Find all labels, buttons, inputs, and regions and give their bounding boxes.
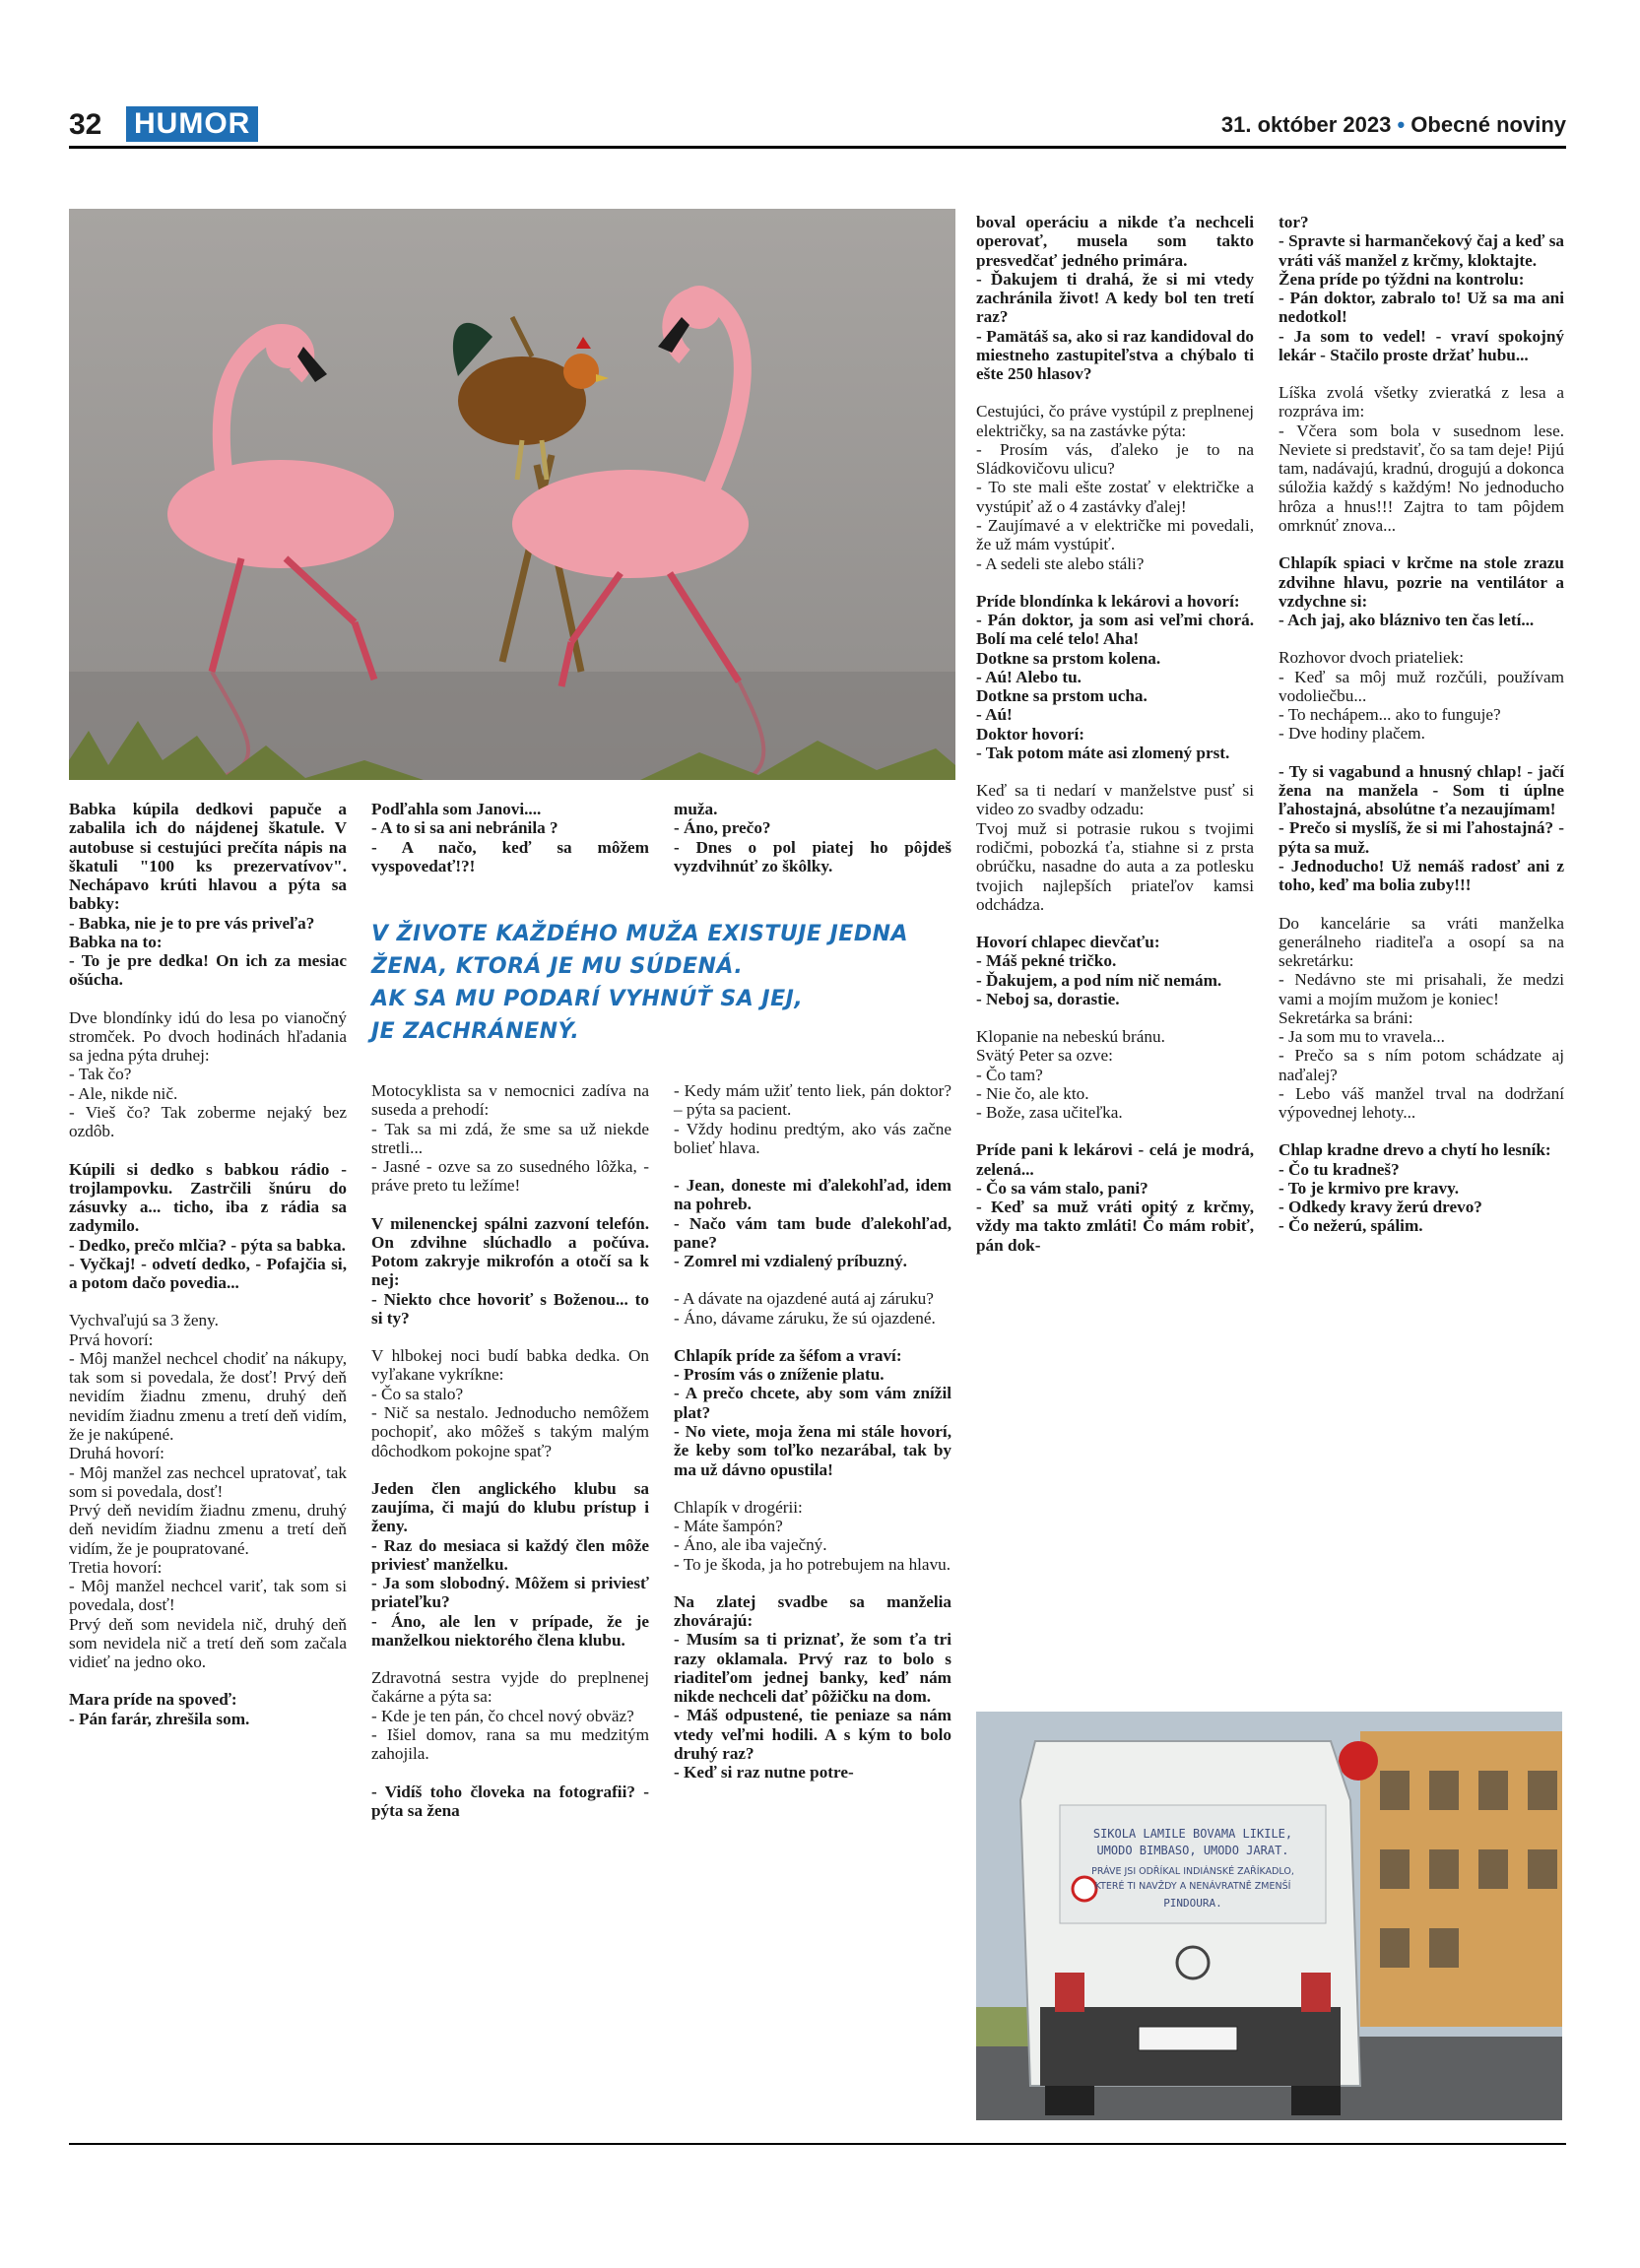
column-d [976,213,1254,1273]
section-label: HUMOR [126,106,258,142]
joke-line: - Nedávno ste mi prisahali, že medzi vami a mojím mužom je koniec! [1279,970,1564,1008]
flamingo-rooster-photo [69,209,955,780]
joke-bold-line: - A prečo chcete, aby som vám znížil plat? [674,1384,951,1422]
joke-line: - Môj manžel nechcel variť, tak som si povedala, dosť! [69,1577,347,1615]
joke-line: - Môj manžel zas nechcel upratovať, tak som si povedala, dosť! [69,1462,347,1501]
van-photo [976,1712,1562,2120]
joke-bold-line: - Raz do mesiaca si každý člen môže priviesť manželku. [371,1535,649,1574]
joke-bold-line: - Aú! [976,705,1013,725]
joke-line: - Keď sa môj muž rozčúli, používam vodoliečbu... [1279,667,1564,705]
joke-line: - Išiel domov, rana sa mu medzitým zahojila. [371,1724,649,1764]
joke-bold-line: - Keď si raz nutne potre- [674,1763,854,1782]
joke-bold-line: - Niekto chce hovoriť s Boženou... to si ty? [371,1289,649,1328]
joke-bold-line: - Jean, doneste mi ďalekohľad, idem na pohreb. [674,1176,951,1214]
joke-line: - Vieš čo? Tak zoberme nejaký bez ozdôb. [69,1102,347,1141]
joke-line: - Kde je ten pán, čo chcel nový obväz? [371,1706,634,1725]
joke-line: - To je škoda, ja ho potrebujem na hlavu. [674,1554,951,1574]
joke-line: Tvoj muž si potrasie rukou s tvojimi rodičmi, pobozká ťa, stiahne si z prsta obrúčku, nasadne do auta a za potlesku tvojich najlepších priateľov kamsi odchádza. [976,818,1254,914]
joke-line: Prvá hovorí: [69,1329,154,1349]
joke-line: Dve blondínky idú do lesa po vianočný stromček. Po dvoch hodinách hľadania sa jedna pýta druhej: [69,1007,347,1066]
joke-bold-line: Dotkne sa prstom ucha. [976,686,1148,706]
joke-bold-line: Babka kúpila dedkovi papuče a zabalila ich do nájdenej škatule. V autobuse si cestujúci prečíta nápis na škatuli "100 ks prezervatívov". Nechápavo krúti hlavou a pýta sa babky: [69,800,347,914]
joke-line: Svätý Peter sa ozve: [976,1046,1113,1066]
joke-bold-line: - Prosím vás o zníženie platu. [674,1365,885,1385]
joke-bold-line: Hovorí chlapec dievčaťu: [976,933,1160,952]
joke-bold-line: - Máš odpustené, tie peniaze sa nám vtedy veľmi hodili. A s kým to bolo druhý raz? [674,1706,951,1763]
joke-line: Líška zvolá všetky zvieratká z lesa a rozpráva im: [1279,383,1564,421]
van-sign-line: PRÁVE JSI ODŘÍKAL INDIÁNSKÉ ZAŘÍKADLO, [1091,1866,1294,1877]
joke-bold-line: - Jednoducho! Už nemáš radosť ani z toho, keď ma bolia zuby!!! [1279,856,1564,895]
joke-line: - Áno, dávame záruku, že sú ojazdené. [674,1308,936,1328]
joke-bold-line: - To je krmivo pre kravy. [1279,1178,1460,1198]
joke-bold-line: - Dedko, prečo mlčia? - pýta sa babka. [69,1235,346,1255]
joke-bold-line: Príde blondínka k lekárovi a hovorí: [976,591,1240,611]
joke-line: Sekretárka sa bráni: [1279,1007,1413,1027]
joke-bold-line: - Čo nežerú, spálim. [1279,1216,1423,1236]
joke-line: - Áno, ale iba vaječný. [674,1535,827,1555]
joke-bold-line: Chlapík príde za šéfom a vraví: [674,1345,902,1365]
page-header [69,106,1566,146]
joke-line: Zdravotná sestra vyjde do preplnenej čakárne a pýta sa: [371,1668,649,1707]
joke-bold-line: - Keď sa muž vráti opitý z krčmy, vždy ma takto zmláti! Čo mám robiť, pán dok- [976,1198,1254,1255]
joke-line: - Ja som mu to vravela... [1279,1027,1445,1047]
dateline [1221,112,1566,138]
newspaper-name: Obecné noviny [1410,112,1566,137]
joke-bold-line: - Zomrel mi vzdialený príbuzný. [674,1252,907,1271]
joke-line: Prvý deň nevidím žiadnu zmenu, druhý deň nevidím žiadnu zmenu a tretí deň vidím, že je poupratované. [69,1501,347,1558]
column-a [69,800,347,1747]
joke-line: - Môj manžel nechcel chodiť na nákupy, tak som si povedala, že dosť! Prvý deň nevidím žiadnu zmenu, druhý deň nevidím žiadnu zmenu a tretí deň vidím, že je nakúpené. [69,1348,347,1444]
joke-bold-line: muža. [674,800,718,818]
joke-bold-line: - Odkedy kravy žerú drevo? [1279,1198,1482,1217]
joke-bold-line: Dotkne sa prstom kolena. [976,648,1161,668]
joke-bold-line: - Prečo si myslíš, že si mi ľahostajná? - pýta sa muž. [1279,818,1564,857]
joke-bold-line: Kúpili si dedko s babkou rádio - trojlampovku. Zastrčili šnúru do zásuvky a... ticho, iba z rádia sa zadymilo. [69,1159,347,1236]
joke-line: Druhá hovorí: [69,1444,164,1463]
joke-bold-line: - Áno, ale len v prípade, že je manželkou niektorého člena klubu. [371,1611,649,1650]
joke-line: - Čo tam? [976,1065,1043,1084]
van-sign-line: KTERÉ TI NAVŽDY A NENÁVRATNĚ ZMENŠÍ [1094,1881,1291,1892]
joke-bold-line: - Pamätáš sa, ako si raz kandidoval do miestneho zastupiteľstva a chýbalo ti ešte 250 hlasov? [976,326,1254,384]
joke-bold-line: - Tak potom máte asi zlomený prst. [976,743,1230,762]
joke-bold-line: Jeden člen anglického klubu sa zaujíma, či majú do klubu prístup i ženy. [371,1478,649,1536]
column-c-top [674,800,951,894]
column-e [1279,213,1564,1255]
joke-line: Chlapík v drogérii: [674,1497,803,1517]
joke-line: - To ste mali ešte zostať v električke a vystúpiť až o 4 zastávky ďalej! [976,478,1254,516]
footer-rule [69,2143,1566,2145]
joke-bold-line: - Čo sa vám stalo, pani? [976,1178,1148,1198]
joke-line: Rozhovor dvoch priateliek: [1279,648,1465,668]
joke-line: V hlbokej noci budí babka dedka. On vyľakane vykríkne: [371,1346,649,1385]
van-sign-line: PINDOURA. [1163,1897,1222,1910]
pull-quote-line: AK SA MU PODARÍ VYHNÚŤ SA JEJ, [371,987,804,1011]
header-rule [69,146,1566,149]
joke-line: - Tak čo? [69,1065,132,1084]
joke-bold-line: - Čo tu kradneš? [1279,1159,1400,1179]
joke-line: - Kedy mám užiť tento liek, pán doktor? – pýta sa pacient. [674,1081,951,1120]
joke-bold-line: - Spravte si harmančekový čaj a keď sa vráti váš manžel z krčmy, kloktajte. [1279,231,1564,270]
van-sign-line: SIKOLA LAMILE BOVAMA LIKILE, [1092,1827,1293,1841]
column-b-top [371,800,649,894]
joke-bold-line: - Pán doktor, zabralo to! Už sa ma ani nedotkol! [1279,289,1564,327]
joke-line: - Nie čo, ale kto. [976,1083,1089,1103]
joke-line: Keď sa ti nedarí v manželstve pusť si video zo svadby odzadu: [976,781,1254,819]
joke-bold-line: - No viete, moja žena mi stále hovorí, že keby som toľko nezarábal, tak by ma už dávno opustila! [674,1421,951,1479]
joke-bold-line: - Ja som slobodný. Môžem si priviesť priateľku? [371,1574,649,1612]
joke-line: - Čo sa stalo? [371,1384,464,1403]
joke-line: - Prosím vás, ďaleko je to na Sládkovičovu ulicu? [976,439,1254,479]
joke-bold-line: Podľahla som Janovi.... [371,800,542,818]
dateline-separator: • [1397,112,1406,137]
joke-bold-line: - Načo vám tam bude ďalekohľad, pane? [674,1213,951,1252]
joke-bold-line: - Ach jaj, ako bláznivo ten čas letí... [1279,611,1535,630]
joke-bold-line: Na zlatej svadbe sa manželia zhovárajú: [674,1591,951,1631]
joke-bold-line: Mara príde na spoveď: [69,1690,237,1710]
joke-line: Klopanie na nebeskú bránu. [976,1027,1165,1047]
joke-bold-line: - Ja som to vedel! - vraví spokojný lekár - Stačilo proste držať hubu... [1279,326,1564,364]
joke-bold-line: Babka na to: [69,932,163,951]
joke-line: Cestujúci, čo práve vystúpil z preplnenej električky, sa na zastávke pýta: [976,402,1254,440]
issue-date: 31. október 2023 [1220,112,1392,137]
joke-bold-line: - Pán farár, zhrešila som. [69,1709,250,1728]
joke-bold-line: - Vyčkaj! - odvetí dedko, - Pofajčia si, a potom dačo povedia... [69,1254,347,1293]
joke-bold-line: Doktor hovorí: [976,724,1084,744]
joke-line: Motocyklista sa v nemocnici zadíva na suseda a prehodí: [371,1081,649,1120]
pull-quote-line: JE ZACHRÁNENÝ. [371,1019,580,1044]
joke-bold-line: boval operáciu a nikde ťa nechceli operovať, musela som takto presvedčať jedného primára. [976,213,1254,270]
column-c [674,1081,951,1801]
joke-bold-line: - Neboj sa, dorastie. [976,989,1120,1008]
joke-bold-line: V milenenckej spálni zazvoní telefón. On zdvihne slúchadlo a počúva. Potom zakryje mikrofón a otočí sa k nej: [371,1213,649,1290]
joke-line: - Zaujímavé a v električke mi povedali, že už mám vystúpiť. [976,515,1254,554]
joke-bold-line: Žena príde po týždni na kontrolu: [1279,269,1525,289]
joke-line: - Ale, nikde nič. [69,1083,178,1103]
joke-bold-line: - A načo, keď sa môžem vyspovedať!?! [371,837,649,875]
joke-line: - Dve hodiny plačem. [1279,724,1425,744]
joke-bold-line: - Musím sa ti priznať, že som ťa tri razy oklamala. Prvý raz to bolo s riaditeľom jednej banky, keď nám nikde nechceli dať pôžičku na dom. [674,1630,951,1707]
joke-line: - Prečo sa s ním potom schádzate aj naďalej? [1279,1046,1564,1084]
joke-line: Tretia hovorí: [69,1557,163,1577]
joke-bold-line: - Ty si vagabund a hnusný chlap! - jačí žena na manžela - Som ti úplne ľahostajná, absolútne ťa nezaujímam! [1279,761,1564,819]
joke-line: - To nechápem... ako to funguje? [1279,705,1501,725]
joke-line: - Nič sa nestalo. Jednoducho nemôžem pochopiť, ako môžeš s takým malým dôchodkom pokojne spať? [371,1402,649,1460]
joke-bold-line: - Pán doktor, ja som asi veľmi chorá. Bolí ma celé telo! Aha! [976,611,1254,649]
joke-bold-line: - Máš pekné tričko. [976,951,1117,971]
joke-line: - A dávate na ojazdené autá aj záruku? [674,1289,934,1309]
joke-bold-line: - Dnes o pol piatej ho pôjdeš vyzdvihnúť zo škôlky. [674,837,951,875]
pull-quote-line: V ŽIVOTE KAŽDÉHO MUŽA EXISTUJE JEDNA [371,922,909,946]
joke-line: - Tak sa mi zdá, že sme sa už niekde stretli... [371,1119,649,1157]
joke-line: - Lebo váš manžel trval na dodržaní výpovednej lehoty... [1279,1083,1564,1123]
joke-bold-line: - To je pre dedka! On ich za mesiac ošúcha. [69,951,347,990]
joke-bold-line: - Vidíš toho človeka na fotografii? - pýta sa žena [371,1782,649,1820]
pull-quote-line: ŽENA, KTORÁ JE MU SÚDENÁ. [371,954,744,979]
pull-quote [371,918,962,1048]
joke-bold-line: Chlapík spiaci v krčme na stole zrazu zdvihne hlavu, pozrie na ventilátor a vzdychne si: [1279,553,1564,611]
joke-line: - Máte šampón? [674,1517,783,1536]
joke-bold-line: - Ďakujem, a pod ním nič nemám. [976,970,1222,990]
joke-line: - A sedeli ste alebo stáli? [976,553,1145,573]
joke-bold-line: - A to si sa ani nebránila ? [371,818,558,838]
van-sign-line: UMODO BIMBASO, UMODO JARAT. [1096,1844,1289,1857]
joke-line: - Bože, zasa učiteľka. [976,1103,1123,1123]
joke-bold-line: - Aú! Alebo tu. [976,667,1082,686]
joke-bold-line: Príde pani k lekárovi - celá je modrá, zelená... [976,1140,1254,1179]
page-number: 32 [69,108,102,141]
joke-line: Prvý deň som nevidela nič, druhý deň som nevidela nič a tretí deň som začala vidieť na jedno oko. [69,1614,347,1672]
joke-bold-line: - Áno, prečo? [674,818,771,838]
joke-line: - Včera som bola v susednom lese. Neviete si predstaviť, čo sa tam deje! Pijú tam, nadávajú, kradnú, drogujú a dokonca súložia každý s každým! No jednoducho hrôza a hnus!!! Zajtra to tam pôjdem omrknúť znova... [1279,421,1564,535]
joke-line: - Vždy hodinu predtým, ako vás začne bolieť hlava. [674,1119,951,1157]
joke-line: Vychvaľujú sa 3 ženy. [69,1311,219,1330]
column-b [371,1081,649,1839]
joke-bold-line: - Babka, nie je to pre vás priveľa? [69,913,315,933]
joke-bold-line: Chlap kradne drevo a chytí ho lesník: [1279,1140,1551,1160]
joke-bold-line: tor? [1279,213,1309,231]
joke-bold-line: - Ďakujem ti drahá, že si mi vtedy zachránila život! A kedy bol ten tretí raz? [976,269,1254,327]
joke-line: - Jasné - ozve sa zo susedného lôžka, - práve preto tu ležíme! [371,1157,649,1196]
joke-line: Do kancelárie sa vráti manželka generálneho riaditeľa a osopí sa na sekretárku: [1279,913,1564,971]
